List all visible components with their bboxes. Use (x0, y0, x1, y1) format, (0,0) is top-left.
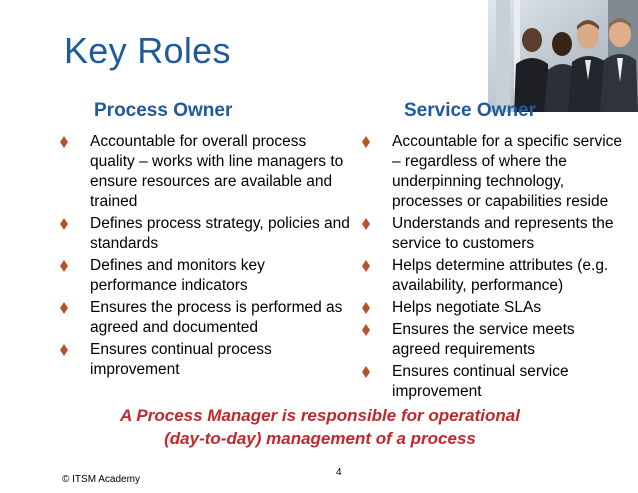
slide-title: Key Roles (64, 30, 231, 71)
diamond-bullet-icon (60, 302, 68, 314)
list-item-text: Ensures the process is performed as agreed and documented (90, 299, 343, 336)
business-people-photo (488, 0, 638, 112)
list-item (60, 256, 350, 296)
diamond-bullet-icon (362, 366, 370, 378)
photo-illustration (488, 0, 638, 112)
diamond-bullet-icon (60, 260, 68, 272)
service-owner-heading: Service Owner (404, 100, 537, 121)
list-item-text: Ensures continual service improvement (392, 363, 569, 400)
diamond-bullet-icon (362, 302, 370, 314)
list-item (362, 362, 627, 402)
diamond-bullet-icon (362, 324, 370, 336)
diamond-bullet-icon (60, 344, 68, 356)
list-item-text: Helps determine attributes (e.g. availability, performance) (392, 257, 609, 294)
list-item (60, 340, 350, 380)
list-item (60, 214, 350, 254)
list-item-text: Accountable for overall process quality – works with line managers to ensure resources are available and trained (90, 133, 344, 210)
copyright-footer: © ITSM Academy (62, 474, 140, 485)
list-item (362, 132, 627, 212)
statement-line-1: A Process Manager is responsible for operational (120, 406, 520, 425)
service-owner-list (362, 132, 627, 404)
page-number: 4 (336, 467, 342, 478)
process-manager-statement (60, 404, 580, 450)
process-owner-heading: Process Owner (94, 100, 233, 121)
list-item (60, 132, 350, 212)
list-item-text: Helps negotiate SLAs (392, 299, 542, 316)
list-item (362, 256, 627, 296)
list-item (362, 298, 627, 318)
diamond-bullet-icon (362, 218, 370, 230)
list-item-text: Understands and represents the service to customers (392, 215, 614, 252)
list-item (362, 214, 627, 254)
diamond-bullet-icon (362, 260, 370, 272)
list-item-text: Ensures continual process improvement (90, 341, 272, 378)
list-item (362, 320, 627, 360)
diamond-bullet-icon (60, 136, 68, 148)
list-item-text: Defines process strategy, policies and standards (90, 215, 350, 252)
list-item-text: Ensures the service meets agreed requirements (392, 321, 575, 358)
list-item-text: Accountable for a specific service – regardless of where the underpinning technology, processes or capabilities reside (392, 133, 623, 210)
list-item-text: Defines and monitors key performance indicators (90, 257, 265, 294)
diamond-bullet-icon (362, 136, 370, 148)
statement-line-2: (day-to-day) management of a process (164, 429, 476, 448)
diamond-bullet-icon (60, 218, 68, 230)
process-owner-list (60, 132, 350, 382)
list-item (60, 298, 350, 338)
